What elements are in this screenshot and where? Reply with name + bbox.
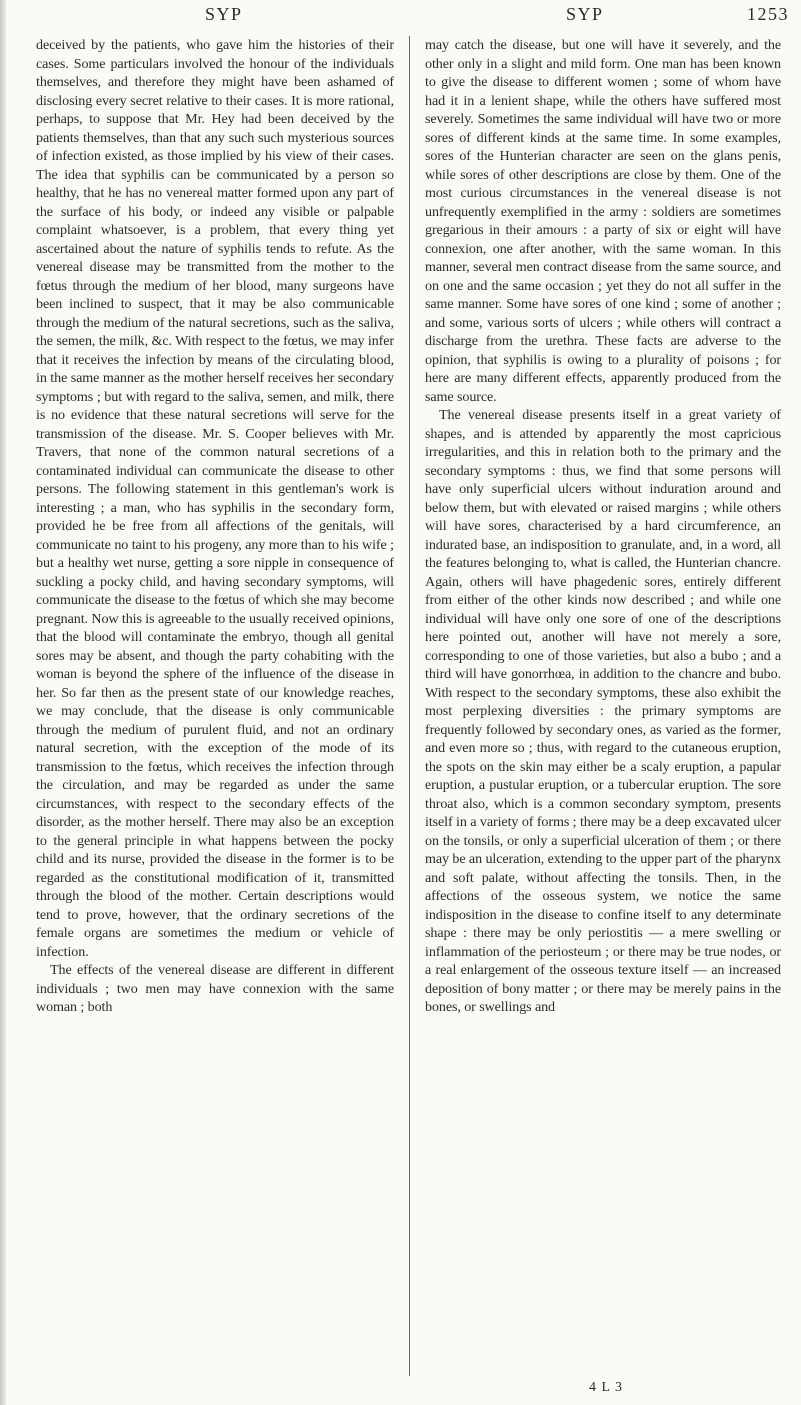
paragraph: may catch the disease, but one will have it severely, and the other only in a slight and mild form. One man has been known to give the disease to different women ; some of whom have had it in a lenient shape, while the others have suffered most severely. Sometimes the same individual will have two or more sores of different kinds at the same time. In some examples, sores of the Hunterian character are seen on the glans penis, while sores of other descriptions are close by them. One of the most curious circumstances in the venereal disease is not unfrequently exemplified in the army : soldiers are sometimes gregarious in their amours : a party of six or eight will have connexion, one after another, with the same woman. In this manner, several men contract disease from the same source, and on one and the same occasion ; yet they do not all suffer in the same manner. Some have sores of one kind ; some of another ; and some, various sorts of ulcers ; while others will contract a discharge from the urethra. These facts are adverse to the opinion, that syphilis is owing to a plurality of poisons ; for here are many different effects, apparently produced from the same source. bbox=[425, 37, 781, 405]
signature-mark: 4 L 3 bbox=[589, 1380, 624, 1395]
paragraph: The effects of the venereal disease are different in different individuals ; two men may have connexion with the same woman ; both bbox=[36, 962, 394, 1015]
paragraph: deceived by the patients, who gave him the histories of their cases. Some particulars involved the honour of the individuals themselves, and therefore they might have been ashamed of disclosing every secret relative to their cases. It is more rational, perhaps, to suppose that Mr. Hey had been deceived by the patients themselves, than that any such such mysterious sources of infection existed, as those implied by his view of their cases. The idea that syphilis can be communicated by a person so healthy, that he has no venereal matter formed upon any part of the surface of his body, or indeed any visible or palpable complaint whatsoever, is a problem, that every thing yet ascertained about the nature of syphilis tends to refute. As the venereal disease may be transmitted from the mother to the fœtus through the medium of her blood, many surgeons have been inclined to suspect, that it may be also communicable through the medium of the natural secretions, such as the saliva, the semen, the milk, &c. With respect to the fœtus, we may infer that it receives the infection by means of the circulating blood, in the same manner as the mother herself receives her secondary symptoms ; but with regard to the saliva, semen, and milk, there is no evidence that these natural secretions will serve for the transmission of the disease. Mr. S. Cooper believes with Mr. Travers, that none of the common natural secretions of a contaminated individual can communicate the disease to other persons. The following statement in this gentleman's work is interesting ; a man, who has syphilis in the secondary form, provided he be free from all affections of the genitals, will communicate no taint to his progeny, any more than to his wife ; but a healthy wet nurse, getting a sore nipple in consequence of suckling a pocky child, and having secondary symptoms, will communicate the disease to the fœtus of which she may become pregnant. Now this is agreeable to the usually received opinions, that the blood will contaminate the embryo, though all genital sores may be absent, and though the party cohabiting with the woman is beyond the sphere of the influence of the disease in her. So far then as the present state of our knowledge reaches, we may conclude, that the disease is only communicable through the medium of purulent fluid, and not an ordinary natural secretion, with the exception of the mode of its transmission to the fœtus, which receives the infection through the circulation, and may be regarded as under the same circumstances, with respect to the secondary effects of the disorder, as the mother herself. There may also be an exception to the general principle in what happens between the pocky child and its nurse, provided the disease in the former is to be regarded as the constitutional modification of it, transmitted through the blood of the mother. Certain descriptions would tend to prove, however, that the ordinary secretions of the female organs are sometimes the medium or vehicle of infection. bbox=[36, 37, 394, 960]
paragraph: The venereal disease presents itself in a great variety of shapes, and is attended by apparently the most capricious irregularities, and this in relation both to the primary and the secondary symptoms : thus, we find that some persons will have only superficial ulcers without induration around and below them, but with elevated or raised margins ; while others will have sores, characterised by a hard circumference, an indurated base, an indisposition to granulate, and, in a word, all the features belonging to, what is called, the Hunterian chancre. Again, others will have phagedenic sores, entirely different from either of the other kinds now described ; and while one individual will have only one sore of one of the descriptions here pointed out, another will have not merely a sore, corresponding to one of those varieties, but also a bubo ; and a third will have gonorrhœa, in addition to the chancre and bubo. With respect to the secondary symptoms, these also exhibit the most perplexing diversities : the primary symptoms are frequently followed by secondary ones, as varied as the former, and even more so ; thus, with regard to the cutaneous eruption, the spots on the skin may either be a scaly eruption, a papular eruption, a pustular eruption, or a tubercular eruption. The sore throat also, which is a common secondary symptom, presents itself in a variety of forms ; there may be a deep excavated ulcer on the tonsils, or only a superficial ulceration of them ; or there may be an ulceration, extending to the upper part of the pharynx and soft palate, without affecting the tonsils. Then, in the affections of the osseous system, we notice the same indisposition in the disease to confine itself to any determinate shape : there may be only periostitis — a mere swelling or inflammation of the periosteum ; or there may be true nodes, or a real enlargement of the osseous texture itself — an increased deposition of bony matter ; or there may be merely pains in the bones, or swellings and bbox=[425, 407, 781, 1015]
page-number: 1253 bbox=[747, 4, 789, 24]
running-head-left: SYP bbox=[205, 4, 243, 24]
running-head-right: SYP bbox=[566, 4, 604, 24]
page-edge bbox=[0, 0, 6, 1405]
left-column bbox=[36, 36, 394, 1017]
column-divider bbox=[409, 36, 410, 1376]
right-column bbox=[425, 36, 781, 1017]
